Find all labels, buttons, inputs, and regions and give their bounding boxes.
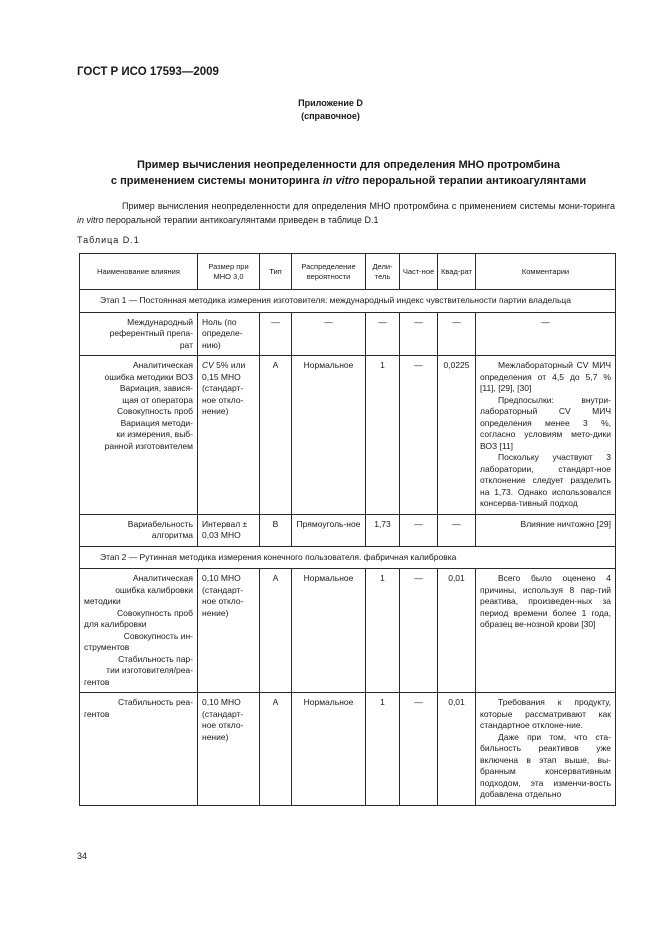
comment-paragraph: Даже при том, что ста-бильность реактивов уже включена в этап выше, вы-бранным консервативным подходом, эта изменчи-вость добавлена отдельно [480,731,611,799]
influence-line: ошибка методики ВОЗ [104,371,193,382]
influence-line: Вариабельность [127,518,193,529]
intro-italic: in vitro [77,215,104,225]
divisor-cell: 1 [366,356,400,515]
influence-cell [80,569,198,693]
influence-line: струментов [84,642,130,652]
header-divisor: Дели-тель [366,254,400,290]
comments-cell [476,356,616,515]
influence-line: гентов [84,708,110,719]
influence-line: для калибровки [84,619,147,629]
table-row [80,693,616,806]
header-type: Тип [260,254,292,290]
size-cell: Интервал ± 0,03 МНО [198,514,260,546]
influence-line: ранной изготовителем [104,440,193,451]
header-square: Квад-рат [438,254,476,290]
standard-header: ГОСТ Р ИСО 17593—2009 [77,66,219,78]
influence-cell [80,693,198,806]
square-cell: — [438,312,476,356]
type-cell: A [260,569,292,693]
square-cell: — [438,514,476,546]
partial-cell: — [400,514,438,546]
header-size: Размер при МНО 3,0 [198,254,260,290]
influence-line: Стабильность реа- [117,697,193,707]
influence-line: ошибка калибровки [115,584,193,595]
influence-line: Международный [127,316,193,327]
stage-2-label: Этап 2 — Рутинная методика измерения конечного пользователя. фабричная калибровка [80,546,616,569]
comment-paragraph: Межлабораторный CV МИЧ определения от 4,5 до 5,7 % [11], [29], [30] [480,360,611,393]
divisor-cell: 1 [366,693,400,806]
influence-line: тии изготовителя/реа- [106,665,193,675]
size-cell: Ноль (по определе-нию) [198,312,260,356]
distribution-cell: Прямоуголь-ное [292,514,366,546]
table-caption: Таблица D.1 [77,235,140,245]
header-influence: Наименование влияния [80,254,198,290]
influence-line: Стабильность пар- [118,653,193,664]
influence-line: Совокупность ин- [123,630,193,641]
influence-line: ки измерения, выб- [116,429,193,439]
size-cell: 0,10 МНО (стандарт-ное откло-нение) [198,693,260,806]
header-partial: Част-ное [400,254,438,290]
title-text: с применением системы мониторинга [110,175,323,187]
influence-line: гентов [84,676,110,687]
table-header-row [80,254,616,290]
type-cell: A [260,693,292,806]
divisor-cell: — [366,312,400,356]
partial-cell: — [400,569,438,693]
title-text-end: пероральной терапии антикоагулянтами [359,175,587,187]
influence-line: рат [179,339,193,350]
distribution-cell: Нормальное [292,356,366,515]
title-italic: in vitro [322,175,360,187]
type-cell: — [260,312,292,356]
type-cell: B [260,514,292,546]
header-distribution: Распределение вероятности [292,254,366,290]
appendix-heading [0,97,661,123]
influence-line: алгоритма [151,530,193,540]
influence-line: референтный препа- [109,328,193,338]
comments-cell [476,693,616,806]
distribution-cell: — [292,312,366,356]
distribution-cell: Нормальное [292,569,366,693]
table-row [80,312,616,356]
distribution-cell: Нормальное [292,693,366,806]
table-row [80,356,616,515]
square-cell: 0,01 [438,569,476,693]
size-cell: 0,10 МНО (стандарт-ное откло-нение) [198,569,260,693]
partial-cell: — [400,312,438,356]
table-row [80,569,616,693]
influence-line: Совокупность проб [117,607,193,618]
appendix-subtitle: (справочное) [301,111,360,121]
title-line-1: Пример вычисления неопределенности для определения МНО протромбина [137,159,560,171]
intro-text-end: пероральной терапии антикоагулянтами приведен в таблице D.1 [103,215,379,225]
influence-line: методики [84,596,121,606]
page-title [80,157,617,189]
header-comments: Комментарии [476,254,616,290]
influence-line: Аналитическая [132,573,193,583]
size-text: 5% или 0,15 МНО (стандарт-ное откло-нение) [202,360,246,416]
square-cell: 0,0225 [438,356,476,515]
influence-line: Вариация методи- [120,417,193,428]
comments-cell: — [476,312,616,356]
influence-line: Совокупность проб [117,406,193,416]
influence-cell [80,514,198,546]
comments-cell: Всего было оценено 4 причины, используя 8 пар-тий реактива, произведен-ных за период времени более 1 года, образец ве-нозной крови [30] [476,569,616,693]
square-cell: 0,01 [438,693,476,806]
influence-cell [80,356,198,515]
intro-paragraph [77,199,615,227]
comments-cell: Влияние ничтожно [29] [476,514,616,546]
divisor-cell: 1 [366,569,400,693]
influence-cell [80,312,198,356]
size-cell [198,356,260,515]
comment-paragraph: Поскольку участвуют 3 лаборатории, стандарт-ное отклонение следует разделить на 1,73. Однако использовался консерва-тивный подход [480,452,611,508]
partial-cell: — [400,356,438,515]
type-cell: A [260,356,292,515]
comment-paragraph: Предпосылки: внутри-лабораторный CV МИЧ определения менее 3 %, согласно условиям мето-дики ВОЗ [11] [480,394,611,451]
influence-line: щая от оператора [122,394,193,405]
stage-row [80,546,616,569]
size-italic: CV [202,360,214,370]
influence-line: Аналитическая [132,360,193,370]
uncertainty-table [79,253,616,806]
stage-1-label: Этап 1 — Постоянная методика измерения изготовителя: международный индекс чувствительности партии владельца [80,290,616,313]
page-number: 34 [77,851,88,861]
appendix-title: Приложение D [298,98,363,108]
partial-cell: — [400,693,438,806]
table-row [80,514,616,546]
influence-line: Вариация, завися- [119,383,193,393]
divisor-cell: 1,73 [366,514,400,546]
title-line-2 [80,173,617,189]
intro-text: Пример вычисления неопределенности для определения МНО протромбина с применением системы мони-торинга [122,201,615,211]
comment-paragraph: Требования к продукту, которые рассматривают как стандартное отклоне-ние. [480,697,611,730]
stage-row [80,290,616,313]
